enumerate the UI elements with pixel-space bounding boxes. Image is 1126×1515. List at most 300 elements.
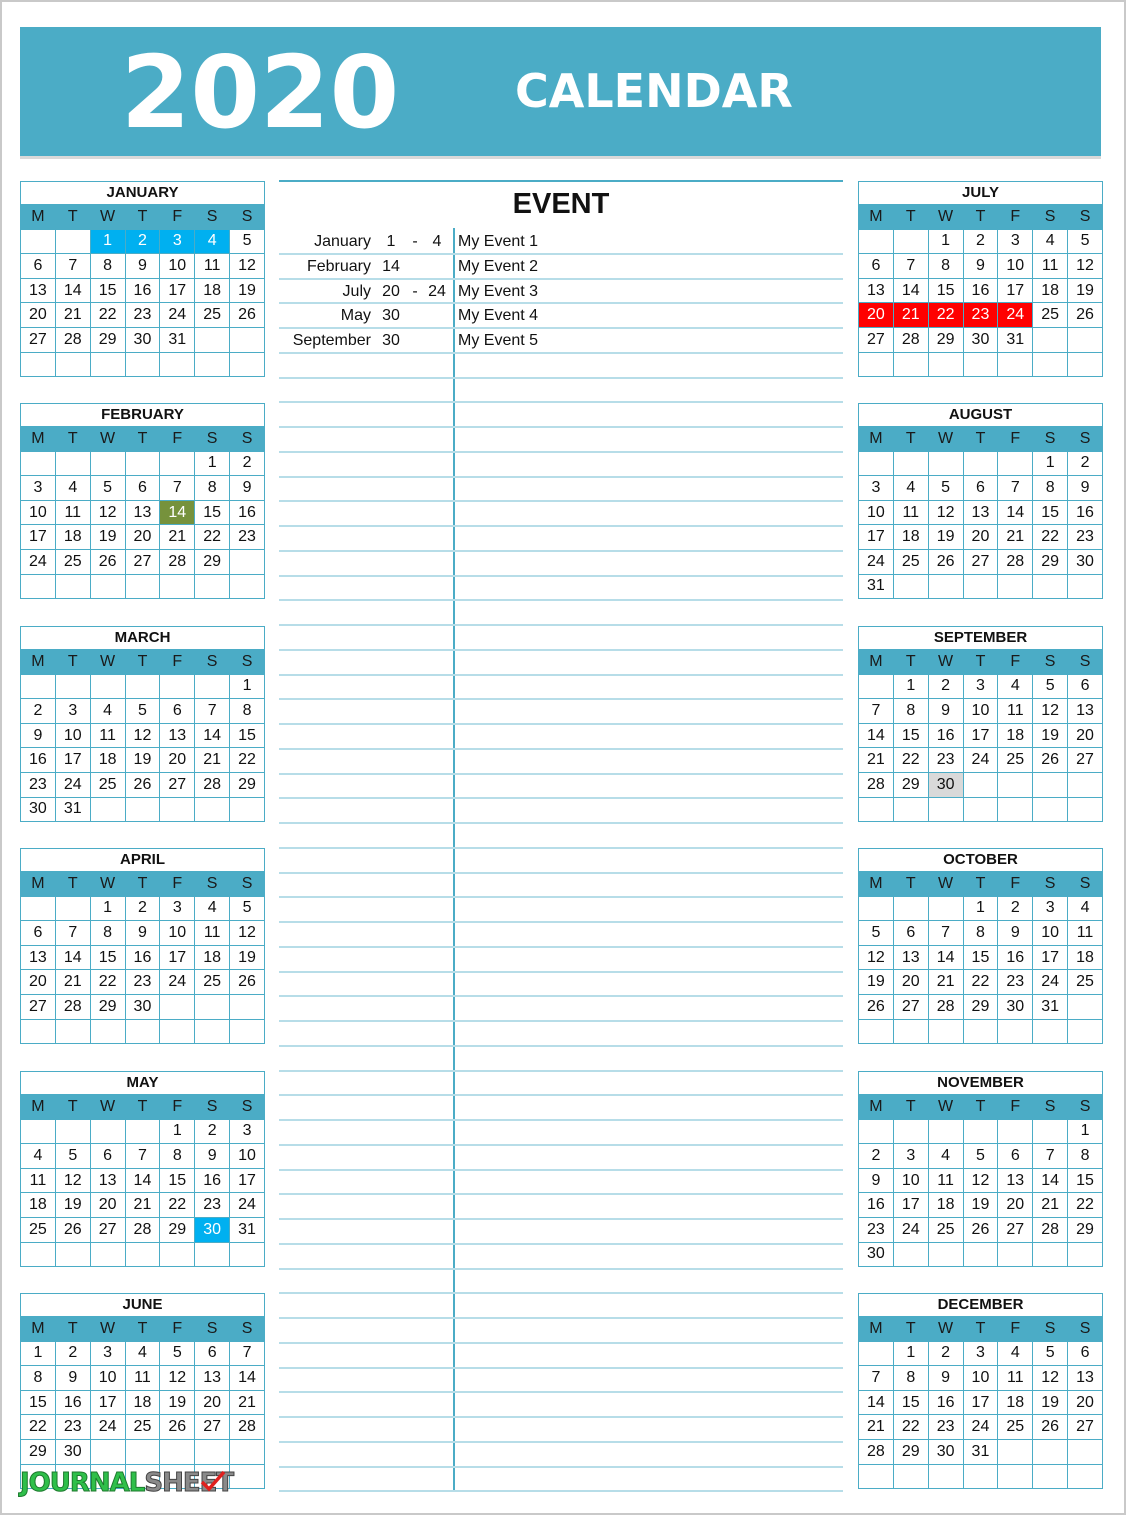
day-cell[interactable]: 18: [195, 278, 230, 303]
day-cell[interactable]: 30: [195, 1217, 230, 1242]
day-cell[interactable]: 9: [928, 1366, 963, 1391]
day-cell[interactable]: 4: [195, 229, 230, 254]
day-cell[interactable]: 23: [55, 1415, 90, 1440]
day-cell[interactable]: 11: [195, 921, 230, 946]
day-cell[interactable]: 10: [963, 699, 998, 724]
day-cell[interactable]: 12: [55, 1168, 90, 1193]
day-cell[interactable]: 11: [1033, 254, 1068, 279]
day-cell[interactable]: 3: [963, 674, 998, 699]
day-cell[interactable]: 18: [21, 1193, 56, 1218]
day-cell[interactable]: 5: [1068, 229, 1103, 254]
day-cell[interactable]: 17: [859, 525, 894, 550]
day-cell[interactable]: 30: [21, 797, 56, 822]
day-cell[interactable]: 24: [963, 1415, 998, 1440]
day-cell[interactable]: 15: [21, 1390, 56, 1415]
day-cell[interactable]: 21: [55, 303, 90, 328]
day-cell[interactable]: 1: [90, 229, 125, 254]
day-cell[interactable]: 26: [1033, 1415, 1068, 1440]
day-cell[interactable]: 17: [963, 723, 998, 748]
day-cell[interactable]: 28: [55, 327, 90, 352]
day-cell[interactable]: 11: [1068, 921, 1103, 946]
day-cell[interactable]: 1: [963, 896, 998, 921]
day-cell[interactable]: 14: [55, 278, 90, 303]
day-cell[interactable]: 3: [160, 896, 195, 921]
day-cell[interactable]: 25: [125, 1415, 160, 1440]
day-cell[interactable]: 12: [1033, 699, 1068, 724]
day-cell[interactable]: 7: [195, 699, 230, 724]
day-cell[interactable]: 10: [90, 1366, 125, 1391]
day-cell[interactable]: 29: [195, 549, 230, 574]
day-cell[interactable]: 16: [1068, 500, 1103, 525]
day-cell[interactable]: 27: [998, 1217, 1033, 1242]
day-cell[interactable]: 31: [160, 327, 195, 352]
day-cell[interactable]: 8: [90, 254, 125, 279]
day-cell[interactable]: 26: [230, 303, 265, 328]
day-cell[interactable]: 21: [1033, 1193, 1068, 1218]
day-cell[interactable]: 16: [125, 945, 160, 970]
day-cell[interactable]: 29: [21, 1439, 56, 1464]
day-cell[interactable]: 26: [125, 772, 160, 797]
day-cell[interactable]: 5: [963, 1144, 998, 1169]
day-cell[interactable]: 6: [1068, 674, 1103, 699]
day-cell[interactable]: 21: [160, 525, 195, 550]
day-cell[interactable]: 1: [230, 674, 265, 699]
day-cell[interactable]: 17: [21, 525, 56, 550]
day-cell[interactable]: 4: [125, 1341, 160, 1366]
day-cell[interactable]: 24: [55, 772, 90, 797]
day-cell[interactable]: 19: [1033, 723, 1068, 748]
day-cell[interactable]: 7: [893, 254, 928, 279]
day-cell[interactable]: 31: [1033, 994, 1068, 1019]
day-cell[interactable]: 13: [195, 1366, 230, 1391]
day-cell[interactable]: 6: [963, 476, 998, 501]
day-cell[interactable]: 11: [55, 500, 90, 525]
day-cell[interactable]: 8: [160, 1144, 195, 1169]
day-cell[interactable]: 14: [998, 500, 1033, 525]
day-cell[interactable]: 21: [859, 748, 894, 773]
day-cell[interactable]: 19: [928, 525, 963, 550]
day-cell[interactable]: 7: [55, 921, 90, 946]
day-cell[interactable]: 17: [963, 1390, 998, 1415]
day-cell[interactable]: 30: [55, 1439, 90, 1464]
day-cell[interactable]: 27: [125, 549, 160, 574]
day-cell[interactable]: 8: [893, 1366, 928, 1391]
day-cell[interactable]: 24: [90, 1415, 125, 1440]
day-cell[interactable]: 10: [21, 500, 56, 525]
event-row[interactable]: [279, 230, 843, 254]
day-cell[interactable]: 25: [928, 1217, 963, 1242]
day-cell[interactable]: 22: [195, 525, 230, 550]
day-cell[interactable]: 26: [928, 549, 963, 574]
day-cell[interactable]: 21: [230, 1390, 265, 1415]
day-cell[interactable]: 7: [160, 476, 195, 501]
day-cell[interactable]: 3: [893, 1144, 928, 1169]
day-cell[interactable]: 3: [21, 476, 56, 501]
day-cell[interactable]: 9: [55, 1366, 90, 1391]
day-cell[interactable]: 31: [230, 1217, 265, 1242]
day-cell[interactable]: 7: [928, 921, 963, 946]
day-cell[interactable]: 28: [195, 772, 230, 797]
day-cell[interactable]: 20: [125, 525, 160, 550]
day-cell[interactable]: 15: [893, 723, 928, 748]
day-cell[interactable]: 24: [859, 549, 894, 574]
day-cell[interactable]: 20: [21, 970, 56, 995]
day-cell[interactable]: 17: [90, 1390, 125, 1415]
day-cell[interactable]: 24: [230, 1193, 265, 1218]
day-cell[interactable]: 25: [998, 748, 1033, 773]
day-cell[interactable]: 19: [230, 278, 265, 303]
day-cell[interactable]: 9: [859, 1168, 894, 1193]
day-cell[interactable]: 26: [230, 970, 265, 995]
day-cell[interactable]: 13: [125, 500, 160, 525]
day-cell[interactable]: 11: [21, 1168, 56, 1193]
day-cell[interactable]: 15: [160, 1168, 195, 1193]
day-cell[interactable]: 18: [1033, 278, 1068, 303]
day-cell[interactable]: 30: [125, 994, 160, 1019]
day-cell[interactable]: 7: [859, 699, 894, 724]
day-cell[interactable]: 16: [928, 723, 963, 748]
day-cell[interactable]: 19: [230, 945, 265, 970]
day-cell[interactable]: 23: [998, 970, 1033, 995]
day-cell[interactable]: 10: [998, 254, 1033, 279]
day-cell[interactable]: 31: [998, 327, 1033, 352]
day-cell[interactable]: 15: [90, 945, 125, 970]
day-cell[interactable]: 25: [90, 772, 125, 797]
day-cell[interactable]: 2: [859, 1144, 894, 1169]
day-cell[interactable]: 6: [195, 1341, 230, 1366]
day-cell[interactable]: 29: [893, 1439, 928, 1464]
day-cell[interactable]: 1: [90, 896, 125, 921]
day-cell[interactable]: 16: [998, 945, 1033, 970]
day-cell[interactable]: 11: [893, 500, 928, 525]
day-cell[interactable]: 23: [195, 1193, 230, 1218]
day-cell[interactable]: 12: [1068, 254, 1103, 279]
day-cell[interactable]: 2: [125, 229, 160, 254]
day-cell[interactable]: 16: [859, 1193, 894, 1218]
day-cell[interactable]: 13: [1068, 699, 1103, 724]
day-cell[interactable]: 18: [998, 1390, 1033, 1415]
day-cell[interactable]: 14: [859, 1390, 894, 1415]
day-cell[interactable]: 7: [55, 254, 90, 279]
day-cell[interactable]: 24: [893, 1217, 928, 1242]
day-cell[interactable]: 20: [21, 303, 56, 328]
day-cell[interactable]: 21: [928, 970, 963, 995]
day-cell[interactable]: 12: [963, 1168, 998, 1193]
day-cell[interactable]: 14: [893, 278, 928, 303]
day-cell[interactable]: 28: [1033, 1217, 1068, 1242]
day-cell[interactable]: 19: [55, 1193, 90, 1218]
day-cell[interactable]: 22: [1068, 1193, 1103, 1218]
day-cell[interactable]: 2: [21, 699, 56, 724]
day-cell[interactable]: 4: [1068, 896, 1103, 921]
day-cell[interactable]: 1: [893, 1341, 928, 1366]
day-cell[interactable]: 13: [998, 1168, 1033, 1193]
day-cell[interactable]: 27: [160, 772, 195, 797]
day-cell[interactable]: 17: [160, 945, 195, 970]
day-cell[interactable]: 28: [230, 1415, 265, 1440]
day-cell[interactable]: 15: [230, 723, 265, 748]
day-cell[interactable]: 5: [125, 699, 160, 724]
day-cell[interactable]: 5: [928, 476, 963, 501]
day-cell[interactable]: 5: [1033, 1341, 1068, 1366]
day-cell[interactable]: 24: [160, 970, 195, 995]
day-cell[interactable]: 2: [928, 674, 963, 699]
day-cell[interactable]: 15: [1068, 1168, 1103, 1193]
day-cell[interactable]: 22: [90, 303, 125, 328]
day-cell[interactable]: 26: [1033, 748, 1068, 773]
day-cell[interactable]: 18: [998, 723, 1033, 748]
day-cell[interactable]: 7: [859, 1366, 894, 1391]
day-cell[interactable]: 9: [928, 699, 963, 724]
day-cell[interactable]: 6: [998, 1144, 1033, 1169]
day-cell[interactable]: 21: [893, 303, 928, 328]
day-cell[interactable]: 22: [893, 748, 928, 773]
day-cell[interactable]: 8: [90, 921, 125, 946]
day-cell[interactable]: 4: [1033, 229, 1068, 254]
day-cell[interactable]: 1: [1033, 451, 1068, 476]
day-cell[interactable]: 10: [230, 1144, 265, 1169]
day-cell[interactable]: 23: [125, 303, 160, 328]
day-cell[interactable]: 31: [55, 797, 90, 822]
day-cell[interactable]: 23: [859, 1217, 894, 1242]
day-cell[interactable]: 28: [859, 772, 894, 797]
day-cell[interactable]: 17: [160, 278, 195, 303]
day-cell[interactable]: 19: [1033, 1390, 1068, 1415]
day-cell[interactable]: 13: [893, 945, 928, 970]
day-cell[interactable]: 20: [998, 1193, 1033, 1218]
day-cell[interactable]: 29: [928, 327, 963, 352]
day-cell[interactable]: 26: [90, 549, 125, 574]
day-cell[interactable]: 8: [195, 476, 230, 501]
day-cell[interactable]: 16: [55, 1390, 90, 1415]
day-cell[interactable]: 13: [859, 278, 894, 303]
day-cell[interactable]: 4: [928, 1144, 963, 1169]
day-cell[interactable]: 3: [859, 476, 894, 501]
day-cell[interactable]: 14: [55, 945, 90, 970]
day-cell[interactable]: 17: [230, 1168, 265, 1193]
day-cell[interactable]: 15: [1033, 500, 1068, 525]
day-cell[interactable]: 20: [1068, 723, 1103, 748]
day-cell[interactable]: 9: [1068, 476, 1103, 501]
day-cell[interactable]: 25: [1033, 303, 1068, 328]
day-cell[interactable]: 14: [1033, 1168, 1068, 1193]
day-cell[interactable]: 11: [998, 1366, 1033, 1391]
day-cell[interactable]: 25: [1068, 970, 1103, 995]
day-cell[interactable]: 12: [230, 921, 265, 946]
day-cell[interactable]: 27: [1068, 1415, 1103, 1440]
day-cell[interactable]: 3: [90, 1341, 125, 1366]
day-cell[interactable]: 28: [998, 549, 1033, 574]
day-cell[interactable]: 3: [160, 229, 195, 254]
day-cell[interactable]: 8: [1068, 1144, 1103, 1169]
day-cell[interactable]: 24: [963, 748, 998, 773]
day-cell[interactable]: 28: [125, 1217, 160, 1242]
day-cell[interactable]: 30: [859, 1242, 894, 1267]
day-cell[interactable]: 20: [1068, 1390, 1103, 1415]
day-cell[interactable]: 17: [893, 1193, 928, 1218]
day-cell[interactable]: 8: [21, 1366, 56, 1391]
day-cell[interactable]: 3: [963, 1341, 998, 1366]
day-cell[interactable]: 20: [963, 525, 998, 550]
day-cell[interactable]: 31: [963, 1439, 998, 1464]
day-cell[interactable]: 19: [963, 1193, 998, 1218]
day-cell[interactable]: 13: [90, 1168, 125, 1193]
day-cell[interactable]: 17: [1033, 945, 1068, 970]
day-cell[interactable]: 30: [928, 772, 963, 797]
day-cell[interactable]: 4: [195, 896, 230, 921]
day-cell[interactable]: 29: [90, 327, 125, 352]
day-cell[interactable]: 8: [963, 921, 998, 946]
day-cell[interactable]: 25: [195, 303, 230, 328]
day-cell[interactable]: 5: [55, 1144, 90, 1169]
day-cell[interactable]: 5: [160, 1341, 195, 1366]
day-cell[interactable]: 28: [55, 994, 90, 1019]
day-cell[interactable]: 21: [859, 1415, 894, 1440]
day-cell[interactable]: 9: [963, 254, 998, 279]
day-cell[interactable]: 18: [928, 1193, 963, 1218]
day-cell[interactable]: 11: [125, 1366, 160, 1391]
day-cell[interactable]: 11: [90, 723, 125, 748]
day-cell[interactable]: 22: [893, 1415, 928, 1440]
day-cell[interactable]: 29: [230, 772, 265, 797]
day-cell[interactable]: 23: [928, 1415, 963, 1440]
day-cell[interactable]: 27: [893, 994, 928, 1019]
day-cell[interactable]: 24: [160, 303, 195, 328]
day-cell[interactable]: 1: [893, 674, 928, 699]
day-cell[interactable]: 27: [1068, 748, 1103, 773]
day-cell[interactable]: 22: [1033, 525, 1068, 550]
day-cell[interactable]: 18: [90, 748, 125, 773]
day-cell[interactable]: 2: [998, 896, 1033, 921]
day-cell[interactable]: 30: [1068, 549, 1103, 574]
day-cell[interactable]: 19: [125, 748, 160, 773]
day-cell[interactable]: 5: [230, 896, 265, 921]
day-cell[interactable]: 16: [928, 1390, 963, 1415]
day-cell[interactable]: 29: [1033, 549, 1068, 574]
day-cell[interactable]: 6: [21, 254, 56, 279]
day-cell[interactable]: 4: [55, 476, 90, 501]
day-cell[interactable]: 1: [21, 1341, 56, 1366]
day-cell[interactable]: 9: [21, 723, 56, 748]
day-cell[interactable]: 6: [859, 254, 894, 279]
day-cell[interactable]: 12: [928, 500, 963, 525]
day-cell[interactable]: 23: [928, 748, 963, 773]
day-cell[interactable]: 16: [125, 278, 160, 303]
day-cell[interactable]: 1: [160, 1119, 195, 1144]
day-cell[interactable]: 8: [928, 254, 963, 279]
day-cell[interactable]: 4: [998, 1341, 1033, 1366]
day-cell[interactable]: 17: [55, 748, 90, 773]
day-cell[interactable]: 22: [928, 303, 963, 328]
day-cell[interactable]: 4: [21, 1144, 56, 1169]
day-cell[interactable]: 18: [195, 945, 230, 970]
day-cell[interactable]: 14: [230, 1366, 265, 1391]
day-cell[interactable]: 6: [90, 1144, 125, 1169]
day-cell[interactable]: 27: [859, 327, 894, 352]
day-cell[interactable]: 2: [1068, 451, 1103, 476]
day-cell[interactable]: 18: [893, 525, 928, 550]
day-cell[interactable]: 4: [90, 699, 125, 724]
day-cell[interactable]: 6: [160, 699, 195, 724]
day-cell[interactable]: 15: [195, 500, 230, 525]
day-cell[interactable]: 17: [998, 278, 1033, 303]
day-cell[interactable]: 13: [21, 945, 56, 970]
day-cell[interactable]: 4: [893, 476, 928, 501]
day-cell[interactable]: 19: [1068, 278, 1103, 303]
day-cell[interactable]: 29: [160, 1217, 195, 1242]
day-cell[interactable]: 9: [195, 1144, 230, 1169]
day-cell[interactable]: 13: [1068, 1366, 1103, 1391]
event-row[interactable]: [279, 304, 843, 328]
day-cell[interactable]: 15: [963, 945, 998, 970]
day-cell[interactable]: 12: [859, 945, 894, 970]
day-cell[interactable]: 8: [893, 699, 928, 724]
day-cell[interactable]: 8: [1033, 476, 1068, 501]
day-cell[interactable]: 27: [21, 994, 56, 1019]
day-cell[interactable]: 2: [928, 1341, 963, 1366]
day-cell[interactable]: 13: [963, 500, 998, 525]
event-row[interactable]: [279, 329, 843, 353]
day-cell[interactable]: 22: [21, 1415, 56, 1440]
day-cell[interactable]: 27: [90, 1217, 125, 1242]
day-cell[interactable]: 7: [1033, 1144, 1068, 1169]
day-cell[interactable]: 28: [893, 327, 928, 352]
event-row[interactable]: [279, 255, 843, 279]
day-cell[interactable]: 5: [90, 476, 125, 501]
day-cell[interactable]: 19: [160, 1390, 195, 1415]
day-cell[interactable]: 12: [230, 254, 265, 279]
day-cell[interactable]: 14: [160, 500, 195, 525]
day-cell[interactable]: 25: [195, 970, 230, 995]
day-cell[interactable]: 23: [125, 970, 160, 995]
day-cell[interactable]: 23: [963, 303, 998, 328]
day-cell[interactable]: 13: [160, 723, 195, 748]
day-cell[interactable]: 26: [963, 1217, 998, 1242]
day-cell[interactable]: 12: [125, 723, 160, 748]
day-cell[interactable]: 16: [963, 278, 998, 303]
day-cell[interactable]: 16: [21, 748, 56, 773]
day-cell[interactable]: 7: [998, 476, 1033, 501]
day-cell[interactable]: 18: [1068, 945, 1103, 970]
day-cell[interactable]: 10: [160, 921, 195, 946]
day-cell[interactable]: 20: [160, 748, 195, 773]
day-cell[interactable]: 21: [55, 970, 90, 995]
day-cell[interactable]: 14: [195, 723, 230, 748]
day-cell[interactable]: 3: [998, 229, 1033, 254]
day-cell[interactable]: 6: [21, 921, 56, 946]
day-cell[interactable]: 20: [195, 1390, 230, 1415]
day-cell[interactable]: 30: [998, 994, 1033, 1019]
day-cell[interactable]: 24: [21, 549, 56, 574]
day-cell[interactable]: 12: [1033, 1366, 1068, 1391]
day-cell[interactable]: 4: [998, 674, 1033, 699]
day-cell[interactable]: 28: [928, 994, 963, 1019]
day-cell[interactable]: 29: [963, 994, 998, 1019]
event-row[interactable]: [279, 280, 843, 304]
day-cell[interactable]: 25: [21, 1217, 56, 1242]
day-cell[interactable]: 26: [1068, 303, 1103, 328]
day-cell[interactable]: 15: [893, 1390, 928, 1415]
day-cell[interactable]: 14: [859, 723, 894, 748]
day-cell[interactable]: 3: [1033, 896, 1068, 921]
day-cell[interactable]: 22: [90, 970, 125, 995]
day-cell[interactable]: 25: [998, 1415, 1033, 1440]
day-cell[interactable]: 10: [1033, 921, 1068, 946]
day-cell[interactable]: 29: [893, 772, 928, 797]
day-cell[interactable]: 25: [55, 549, 90, 574]
day-cell[interactable]: 5: [859, 921, 894, 946]
day-cell[interactable]: 6: [1068, 1341, 1103, 1366]
